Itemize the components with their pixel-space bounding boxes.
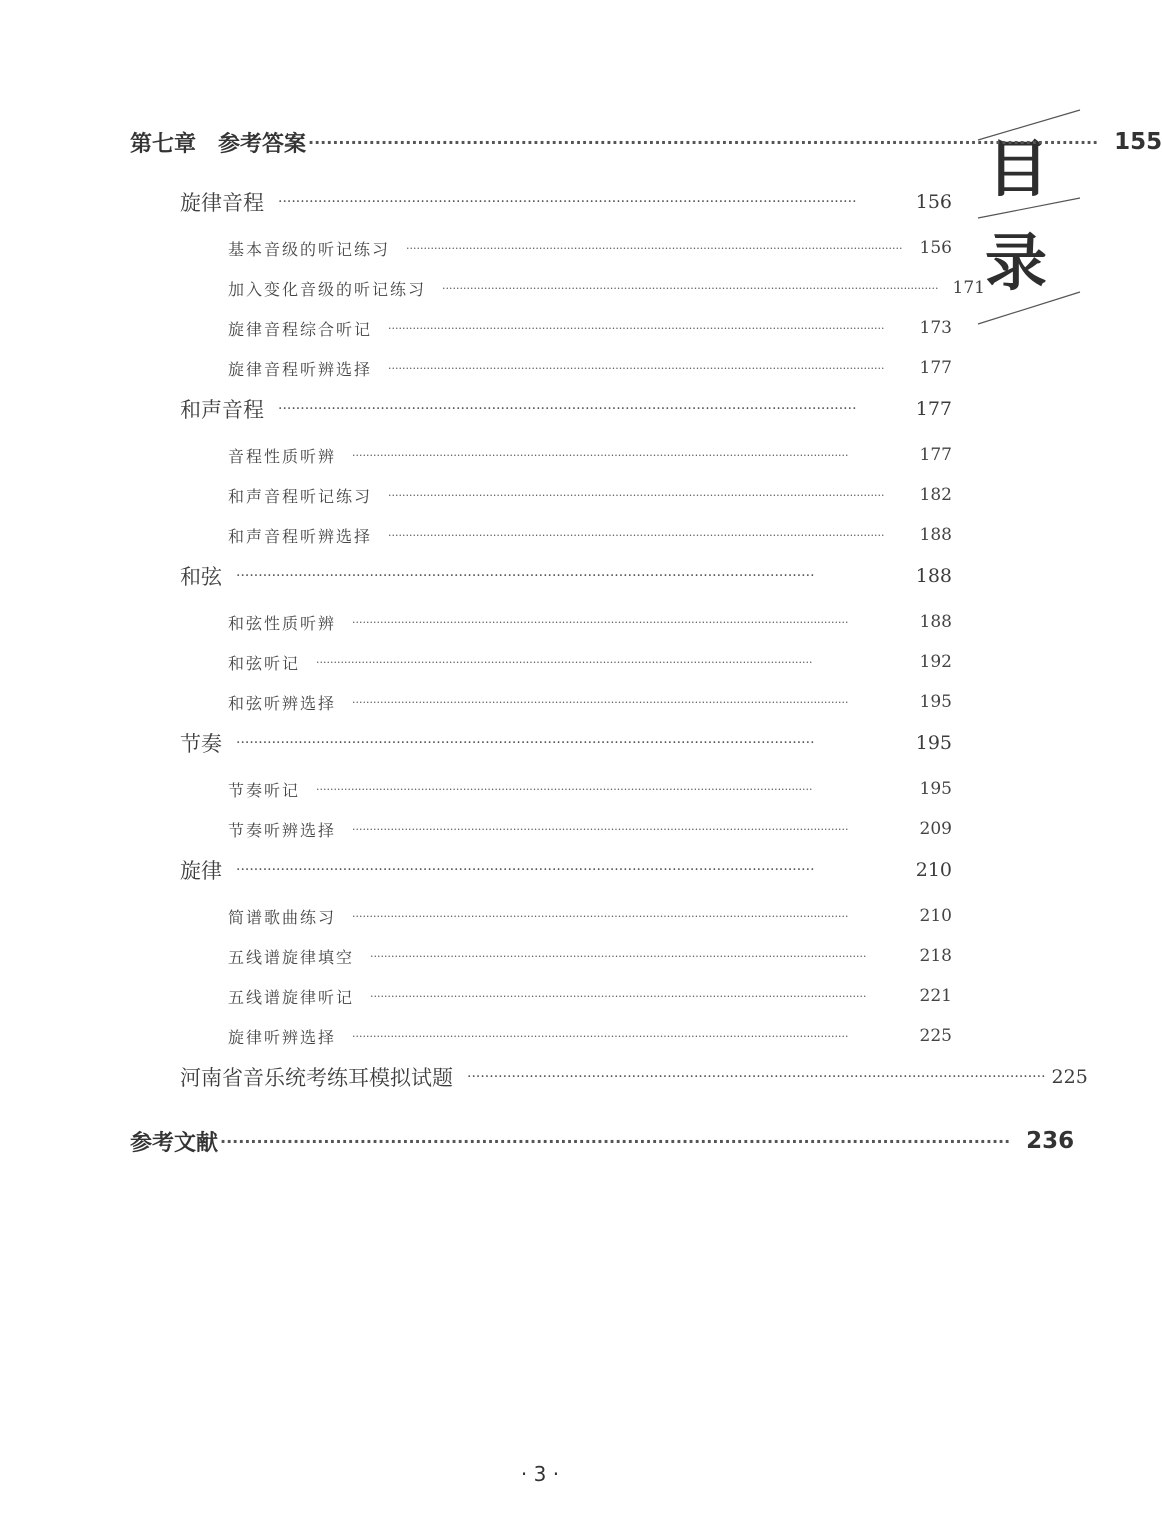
entry-page-number: 171 [952,278,985,298]
entry-page-number: 173 [919,318,952,338]
toc-entry-subsection[interactable] [228,901,952,931]
toc-entry-subsection[interactable] [228,687,952,717]
entry-page-number: 188 [915,565,952,587]
leader-dots: ·································································································································· [236,568,815,584]
leader-dots: ·············································································································································· [388,528,885,542]
entry-page-number: 210 [915,859,952,881]
toc-entry-subsection[interactable] [228,814,952,844]
entry-title: 和弦性质听辨 [228,613,337,633]
toc-entry-section[interactable] [180,185,952,219]
entry-page-number: 177 [919,358,952,378]
leader-dots: ·············································································································································· [352,695,849,709]
entry-title: 基本音级的听记练习 [228,239,391,259]
toc-entry-subsection[interactable] [228,647,952,677]
leader-dots: ·································································································································· [236,735,815,751]
leader-dots: ·············································································································································· [316,655,813,669]
entry-page-number: 177 [915,398,952,420]
entry-title: 旋律听辨选择 [228,1027,337,1047]
entry-title: 五线谱旋律填空 [228,947,355,967]
leader-dots: ·············································································································································· [352,615,849,629]
entry-title: 河南省音乐统考练耳模拟试题 [180,1066,453,1090]
leader-dots: ·············································································································································· [352,909,849,923]
leader-dots: ·································································································································· [236,862,815,878]
toc-entry-section[interactable] [180,853,952,887]
toc-entry-subsection[interactable] [228,607,952,637]
toc-entry-chapter[interactable] [130,122,1162,162]
entry-page-number: 221 [919,986,952,1006]
toc-entry-subsection[interactable] [228,353,952,383]
entry-title: 和弦 [180,565,222,589]
leader-dots: ·································································································································· [308,132,1099,152]
leader-dots: ·············································································································································· [352,822,849,836]
entry-page-number: 188 [919,612,952,632]
entry-title: 第七章 参考答案 [130,131,307,157]
entry-page-number: 177 [919,445,952,465]
entry-title: 和声音程 [180,398,264,422]
entry-title: 和声音程听辨选择 [228,526,373,546]
leader-dots: ·············································································································································· [442,281,939,295]
leader-dots: ·············································································································································· [406,241,903,255]
entry-title: 旋律音程听辨选择 [228,359,373,379]
entry-page-number: 195 [919,779,952,799]
toc-entry-subsection[interactable] [228,941,952,971]
entry-title: 音程性质听辨 [228,446,337,466]
toc-entry-subsection[interactable] [228,774,952,804]
entry-page-number: 155 [1114,129,1162,155]
leader-dots: ·············································································································································· [316,782,813,796]
entry-page-number: 218 [919,946,952,966]
entry-page-number: 195 [919,692,952,712]
entry-title: 旋律音程综合听记 [228,319,373,339]
entry-title: 旋律音程 [180,191,264,215]
leader-dots: ·············································································································································· [388,361,885,375]
entry-title: 五线谱旋律听记 [228,987,355,1007]
toc-entry-subsection[interactable] [228,440,952,470]
entry-title: 节奏 [180,732,222,756]
leader-dots: ·································································································································· [467,1069,1046,1085]
leader-dots: ·············································································································································· [388,321,885,335]
entry-page-number: 210 [919,906,952,926]
leader-dots: ·············································································································································· [352,448,849,462]
entry-title: 和声音程听记练习 [228,486,373,506]
entry-title: 和弦听辨选择 [228,693,337,713]
entry-title: 简谱歌曲练习 [228,907,337,927]
leader-dots: ·············································································································································· [388,488,885,502]
toc-entry-subsection[interactable] [228,981,952,1011]
leader-dots: ·································································································································· [278,194,857,210]
entry-page-number: 195 [915,732,952,754]
toc-entry-subsection[interactable] [228,520,952,550]
toc-entry-subsection[interactable] [228,233,952,263]
leader-dots: ·································································································································· [278,401,857,417]
entry-title: 和弦听记 [228,653,301,673]
toc-entry-subsection[interactable] [228,273,985,303]
entry-title: 节奏听辨选择 [228,820,337,840]
entry-title: 节奏听记 [228,780,301,800]
entry-page-number: 209 [919,819,952,839]
entry-title: 加入变化音级的听记练习 [228,279,427,299]
side-title-char-2: 录 [985,226,1048,299]
toc-entry-section[interactable] [180,1060,1088,1094]
entry-page-number: 236 [1026,1128,1075,1154]
toc-entry-section[interactable] [180,559,952,593]
toc-entry-section[interactable] [180,726,952,760]
leader-dots: ·································································································································· [220,1131,1011,1151]
toc-entry-section[interactable] [180,392,952,426]
leader-dots: ·············································································································································· [370,949,867,963]
entry-page-number: 156 [919,238,952,258]
entry-page-number: 188 [919,525,952,545]
entry-title: 参考文献 [130,1130,219,1156]
toc-entry-subsection[interactable] [228,313,952,343]
entry-page-number: 225 [1051,1066,1088,1088]
toc-entry-chapter[interactable] [130,1121,1075,1161]
leader-dots: ·············································································································································· [352,1029,849,1043]
entry-page-number: 192 [919,652,952,672]
page-number-footer: · 3 · [520,1462,560,1486]
side-title-char-1: 目 [987,132,1050,205]
entry-page-number: 225 [919,1026,952,1046]
entry-title: 旋律 [180,859,222,883]
toc-entry-subsection[interactable] [228,480,952,510]
entry-page-number: 182 [919,485,952,505]
leader-dots: ·············································································································································· [370,989,867,1003]
entry-page-number: 156 [915,191,952,213]
toc-entry-subsection[interactable] [228,1021,952,1051]
